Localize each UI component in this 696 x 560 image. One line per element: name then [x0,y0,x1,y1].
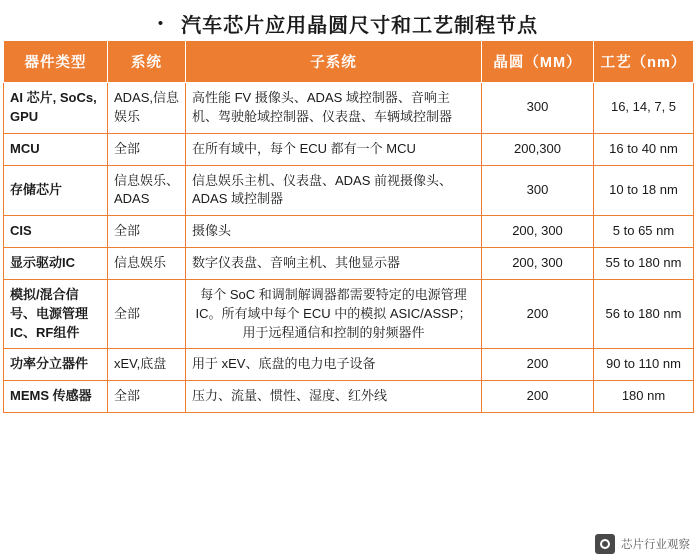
watermark-logo-icon [595,534,615,554]
cell-subsystem: 在所有域中，每个 ECU 都有一个 MCU [186,133,482,165]
cell-subsystem: 信息娱乐主机、仪表盘、ADAS 前视摄像头、ADAS 域控制器 [186,165,482,216]
cell-system: 信息娱乐 [108,248,186,280]
cell-wafer: 200 [482,381,594,413]
wafer-process-table [3,40,694,413]
cell-process: 90 to 110 nm [594,349,694,381]
cell-system: 信息娱乐、ADAS [108,165,186,216]
cell-wafer: 200, 300 [482,248,594,280]
cell-process: 10 to 18 nm [594,165,694,216]
cell-system: xEV,底盘 [108,349,186,381]
table-row [4,133,694,165]
title-text: 汽车芯片应用晶圆尺寸和工艺制程节点 [181,14,539,37]
cell-subsystem: 数字仪表盘、音响主机、其他显示器 [186,248,482,280]
cell-process: 55 to 180 nm [594,248,694,280]
table-row [4,165,694,216]
cell-type: 模拟/混合信号、电源管理IC、RF组件 [4,279,108,349]
cell-system: 全部 [108,381,186,413]
cell-process: 16 to 40 nm [594,133,694,165]
cell-type: 功率分立器件 [4,349,108,381]
cell-wafer: 300 [482,83,594,134]
bullet-icon: • [157,14,164,32]
cell-process: 5 to 65 nm [594,216,694,248]
cell-subsystem: 摄像头 [186,216,482,248]
cell-system: 全部 [108,279,186,349]
cell-subsystem: 压力、流量、惯性、湿度、红外线 [186,381,482,413]
page-title [0,0,696,40]
table-header-row [4,41,694,83]
column-header-process: 工艺（nm） [594,41,694,83]
cell-type: 存储芯片 [4,165,108,216]
cell-system: 全部 [108,216,186,248]
cell-subsystem: 用于 xEV、底盘的电力电子设备 [186,349,482,381]
cell-system: ADAS,信息娱乐 [108,83,186,134]
cell-type: 显示驱动IC [4,248,108,280]
cell-subsystem: 高性能 FV 摄像头、ADAS 域控制器、音响主机、驾驶舱域控制器、仪表盘、车辆域控制器 [186,83,482,134]
table-row [4,279,694,349]
cell-process: 16, 14, 7, 5 [594,83,694,134]
column-header-type: 器件类型 [4,41,108,83]
cell-type: AI 芯片, SoCs, GPU [4,83,108,134]
cell-subsystem: 每个 SoC 和调制解调器都需要特定的电源管理 IC。所有域中每个 ECU 中的模拟 ASIC/ASSP；用于远程通信和控制的射频器件 [186,279,482,349]
cell-process: 180 nm [594,381,694,413]
cell-type: CIS [4,216,108,248]
cell-process: 56 to 180 nm [594,279,694,349]
table-row [4,349,694,381]
table-row [4,381,694,413]
watermark-label: 芯片行业观察 [621,539,690,551]
table-row [4,216,694,248]
cell-type: MCU [4,133,108,165]
column-header-system: 系统 [108,41,186,83]
cell-wafer: 200 [482,279,594,349]
cell-wafer: 300 [482,165,594,216]
table-row [4,83,694,134]
table-row [4,248,694,280]
column-header-subsystem: 子系统 [186,41,482,83]
cell-type: MEMS 传感器 [4,381,108,413]
watermark [595,534,690,554]
cell-wafer: 200 [482,349,594,381]
cell-wafer: 200,300 [482,133,594,165]
cell-system: 全部 [108,133,186,165]
column-header-wafer: 晶圆（MM） [482,41,594,83]
cell-wafer: 200, 300 [482,216,594,248]
